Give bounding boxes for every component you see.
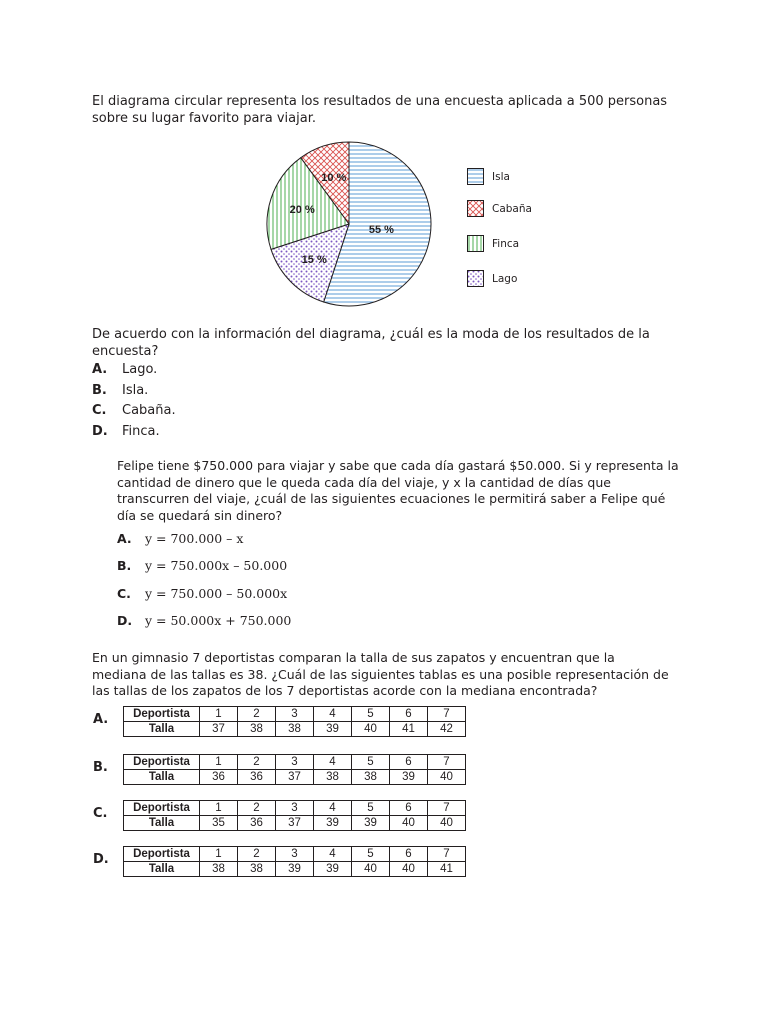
athlete-number-cell: 7 [428, 755, 466, 770]
athlete-number-cell: 4 [314, 707, 352, 722]
legend-swatch-lago [467, 270, 484, 287]
q3-table-option-a[interactable] [123, 706, 466, 737]
shoe-size-cell: 37 [276, 816, 314, 831]
athlete-number-cell: 1 [200, 707, 238, 722]
question-1-prompt: De acuerdo con la información del diagrama, ¿cuál es la moda de los resultados de la encuesta? [92, 327, 650, 359]
shoe-size-cell: 38 [238, 862, 276, 877]
q3-option-letter[interactable]: A. [93, 712, 109, 727]
shoe-size-cell: 39 [390, 770, 428, 785]
shoe-size-cell: 39 [314, 722, 352, 737]
shoe-size-cell: 39 [352, 816, 390, 831]
row-header-deportista: Deportista [124, 847, 200, 862]
row-header-talla: Talla [124, 816, 200, 831]
athlete-number-cell: 7 [428, 707, 466, 722]
pie-label-isla: 55 % [368, 224, 394, 237]
legend-swatch-isla [467, 168, 484, 185]
shoe-size-cell: 36 [238, 816, 276, 831]
shoe-size-cell: 40 [428, 770, 466, 785]
athlete-number-cell: 1 [200, 801, 238, 816]
q3-table-option-d[interactable] [123, 846, 466, 877]
shoe-size-cell: 40 [390, 816, 428, 831]
shoe-size-cell: 37 [276, 770, 314, 785]
q1-option-d[interactable] [92, 424, 160, 439]
legend-label-lago: Lago [492, 273, 518, 285]
q2-option-b[interactable] [117, 558, 287, 573]
athlete-number-cell: 5 [352, 755, 390, 770]
option-text: Cabaña. [122, 403, 176, 418]
row-header-talla: Talla [124, 862, 200, 877]
athlete-number-cell: 2 [238, 707, 276, 722]
shoe-size-cell: 36 [200, 770, 238, 785]
shoe-size-cell: 38 [276, 722, 314, 737]
shoe-size-cell: 37 [200, 722, 238, 737]
q2-option-c[interactable] [117, 586, 287, 601]
option-letter: B. [117, 558, 132, 573]
athlete-number-cell: 5 [352, 707, 390, 722]
table-row [124, 755, 466, 770]
q2-option-d[interactable] [117, 613, 291, 628]
shoe-size-cell: 38 [200, 862, 238, 877]
option-text: Isla. [122, 383, 149, 398]
q3-option-letter[interactable]: D. [93, 852, 109, 867]
athlete-number-cell: 2 [238, 847, 276, 862]
pie-label-finca: 20 % [289, 203, 315, 216]
pie-chart [255, 140, 445, 310]
shoe-size-cell: 38 [238, 722, 276, 737]
row-header-deportista: Deportista [124, 755, 200, 770]
option-letter: A. [92, 362, 108, 377]
option-letter: D. [92, 424, 108, 439]
q2-option-a[interactable] [117, 531, 243, 546]
table-row [124, 801, 466, 816]
option-letter: C. [117, 586, 131, 601]
option-equation: y = 700.000 – x [145, 531, 244, 546]
shoe-size-cell: 39 [276, 862, 314, 877]
question-3-prompt: En un gimnasio 7 deportistas comparan la talla de sus zapatos y encuentran que la mediana de las tallas es 38. ¿Cuál de las siguientes tablas es una posible representación de las tallas de los zapatos de los 7 deportistas acorde con la mediana encontrada? [92, 650, 669, 698]
q3-table-option-c[interactable] [123, 800, 466, 831]
shoe-size-cell: 42 [428, 722, 466, 737]
option-text: Finca. [122, 424, 160, 439]
row-header-talla: Talla [124, 770, 200, 785]
row-header-talla: Talla [124, 722, 200, 737]
athlete-number-cell: 2 [238, 755, 276, 770]
row-header-deportista: Deportista [124, 801, 200, 816]
q3-option-letter[interactable]: B. [93, 760, 108, 775]
option-letter: B. [92, 383, 107, 398]
shoe-size-cell: 38 [352, 770, 390, 785]
athlete-number-cell: 4 [314, 801, 352, 816]
q3-table-option-b[interactable] [123, 754, 466, 785]
option-letter: A. [117, 531, 132, 546]
shoe-size-cell: 40 [352, 862, 390, 877]
table-row [124, 770, 466, 785]
q1-option-c[interactable] [92, 403, 176, 418]
question-2-prompt: Felipe tiene $750.000 para viajar y sabe que cada día gastará $50.000. Si y representa la cantidad de dinero que le queda cada día del viaje, y x la cantidad de días que transcurren del viaje, ¿cuál de las siguientes ecuaciones le permitirá saber a Felipe qué día se quedará sin dinero? [117, 458, 679, 523]
table-row [124, 847, 466, 862]
shoe-size-cell: 40 [352, 722, 390, 737]
q1-option-b[interactable] [92, 383, 148, 398]
table-row [124, 816, 466, 831]
athlete-number-cell: 6 [390, 707, 428, 722]
table-row [124, 862, 466, 877]
legend-label-cabana: Cabaña [492, 203, 532, 215]
shoe-size-cell: 40 [390, 862, 428, 877]
shoe-size-cell: 39 [314, 816, 352, 831]
athlete-number-cell: 6 [390, 755, 428, 770]
athlete-number-cell: 4 [314, 847, 352, 862]
athlete-number-cell: 7 [428, 847, 466, 862]
athlete-number-cell: 5 [352, 801, 390, 816]
legend-label-isla: Isla [492, 171, 510, 183]
athlete-number-cell: 1 [200, 755, 238, 770]
option-text: Lago. [122, 362, 158, 377]
athlete-number-cell: 2 [238, 801, 276, 816]
option-letter: C. [92, 403, 107, 418]
athlete-number-cell: 3 [276, 755, 314, 770]
athlete-number-cell: 1 [200, 847, 238, 862]
q3-option-letter[interactable]: C. [93, 806, 108, 821]
athlete-number-cell: 3 [276, 847, 314, 862]
athlete-number-cell: 3 [276, 801, 314, 816]
option-letter: D. [117, 613, 133, 628]
q1-option-a[interactable] [92, 362, 157, 377]
athlete-number-cell: 3 [276, 707, 314, 722]
option-equation: y = 50.000x + 750.000 [145, 613, 292, 628]
shoe-size-cell: 36 [238, 770, 276, 785]
shoe-size-cell: 39 [314, 862, 352, 877]
legend-label-finca: Finca [492, 238, 520, 250]
athlete-number-cell: 7 [428, 801, 466, 816]
athlete-number-cell: 6 [390, 847, 428, 862]
pie-label-cabana: 10 % [321, 172, 347, 185]
shoe-size-cell: 41 [390, 722, 428, 737]
legend-swatch-cabana [467, 200, 484, 217]
legend-swatch-finca [467, 235, 484, 252]
shoe-size-cell: 38 [314, 770, 352, 785]
option-equation: y = 750.000 – 50.000x [145, 586, 288, 601]
row-header-deportista: Deportista [124, 707, 200, 722]
athlete-number-cell: 5 [352, 847, 390, 862]
athlete-number-cell: 6 [390, 801, 428, 816]
shoe-size-cell: 35 [200, 816, 238, 831]
table-row [124, 722, 466, 737]
pie-label-lago: 15 % [301, 253, 327, 266]
option-equation: y = 750.000x – 50.000 [145, 558, 288, 573]
question-1-intro: El diagrama circular representa los resultados de una encuesta aplicada a 500 personas sobre su lugar favorito para viajar. [92, 94, 668, 126]
shoe-size-cell: 40 [428, 816, 466, 831]
table-row [124, 707, 466, 722]
shoe-size-cell: 41 [428, 862, 466, 877]
athlete-number-cell: 4 [314, 755, 352, 770]
